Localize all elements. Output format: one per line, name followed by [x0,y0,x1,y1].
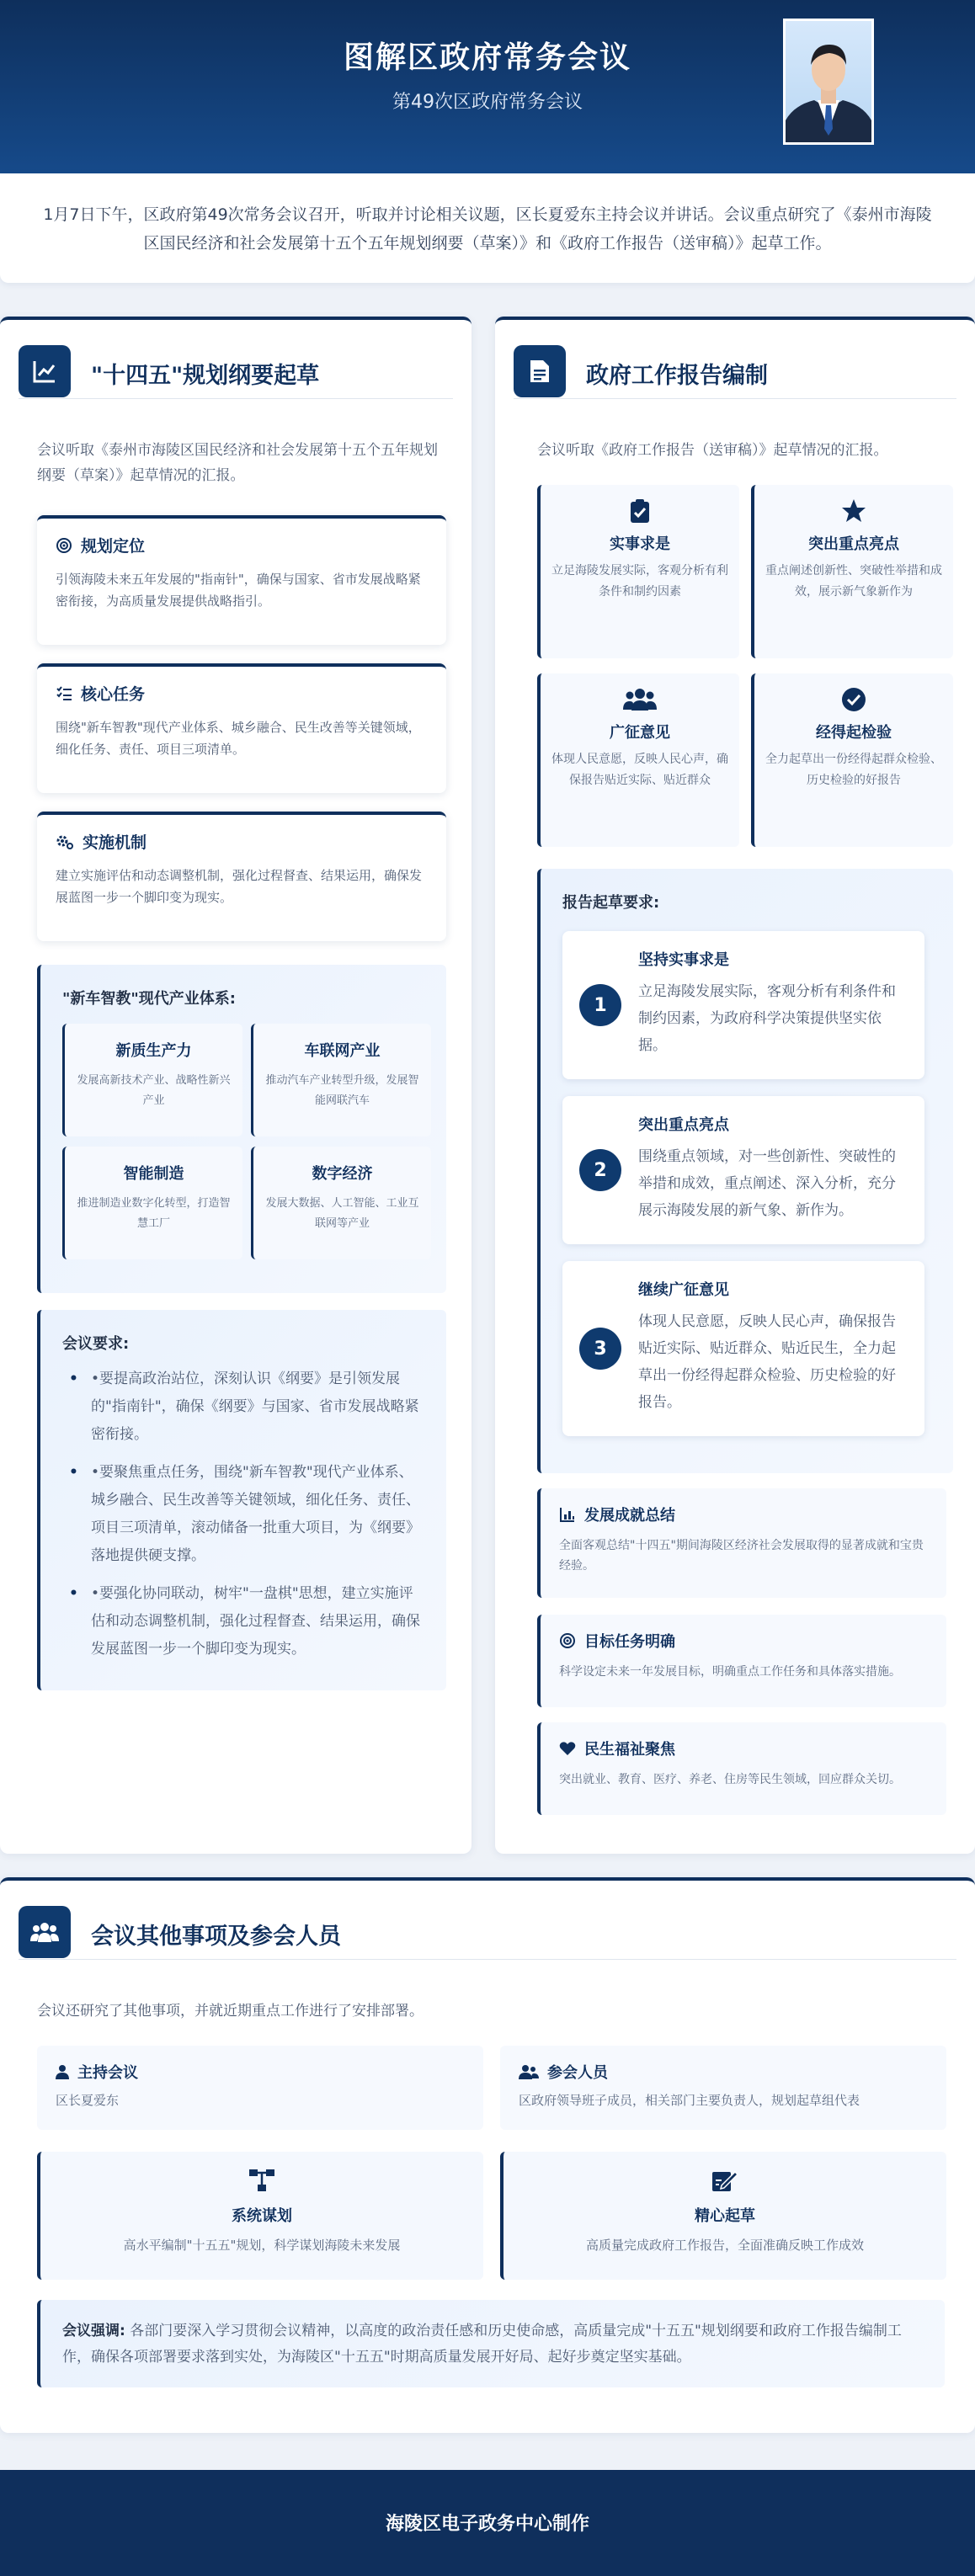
plan-panel-desc: 会议听取《泰州市海陵区国民经济和社会发展第十五个五年规划纲要（草案）》起草情况的汇报。 [37,442,438,484]
heart-icon [559,1741,576,1756]
card-text: 围绕"新车智教"现代产业体系、城乡融合、民生改善等关键领域，细化任务、责任、项目三项清单。 [56,720,421,757]
industry-system-title: "新车智教"现代产业体系: [62,990,236,1008]
card-text: 建立实施评估和动态调整机制，强化过程督查、结果运用，确保发展蓝图一步一个脚印变为现实。 [56,868,423,905]
list-item: • •要提高政治站位，深刻认识《纲要》是引领发展的"指南针"，确保《纲要》与国家、省市发展战略紧密衔接。 [66,1365,426,1449]
industry-item: 数字经济 发展大数据、人工智能、工业互联网等产业 [251,1147,431,1259]
page-footer: 海陵区电子政务中心制作 [0,2470,975,2576]
official-portrait [783,19,874,145]
report-requirements-title: 报告起草要求: [562,894,660,912]
step-number: 2 [579,1149,621,1191]
clipboard-check-icon [551,498,729,524]
users-icon [519,2064,539,2079]
industry-item: 车联网产业 推动汽车产业转型升级，发展智能网联汽车 [251,1024,431,1136]
plan-panel [0,317,472,1854]
requirement-step: 3 继续广征意见 体现人民意愿，反映人民心声，确保报告贴近实际、贴近群众、贴近民生，全力起草出一份经得起群众检验、历史检验的好报告。 [562,1261,924,1436]
card-mechanism [37,812,446,941]
emphasis-text: 各部门要深入学习贯彻会议精神，以高度的政治责任感和历史使命感，高质量完成"十五五"规划纲要和政府工作报告编制工作，确保各项部署要求落到实处，为海陵区"十五五"时期高质量发展开好局、起好步奠定坚实基础。 [62,2323,902,2366]
host-info: 主持会议 区长夏爱东 [37,2046,483,2130]
meeting-requirements-box [37,1310,446,1690]
star-icon [765,498,943,524]
list-icon [56,685,72,702]
industry-item: 智能制造 推进制造业数字化转型，打造智慧工厂 [62,1147,242,1259]
other-matters-header [19,1906,956,1960]
other-matters-desc: 会议还研究了其他事项，并就近期重点工作进行了安排部署。 [37,2003,424,2020]
card-core-tasks [37,663,446,793]
other-matters-title: 会议其他事项及参会人员 [91,1924,341,1950]
feature-card: 经得起检验 全力起草出一份经得起群众检验、历史检验的好报告 [751,673,953,847]
card-title: 实施机制 [83,833,147,852]
meeting-emphasis [37,2300,945,2387]
bullseye-icon [559,1632,576,1649]
user-icon [56,2064,69,2079]
card-title: 核心任务 [81,685,146,704]
feature-card: 实事求是 立足海陵发展实际，客观分析有利条件和制约因素 [537,485,739,658]
bar-chart-icon [559,1506,576,1523]
document-icon [514,345,566,397]
page-header [0,0,975,173]
systematic-planning-box: 系统谋划 高水平编制"十五五"规划，科学谋划海陵未来发展 [37,2152,483,2280]
plan-panel-header [19,345,453,399]
requirements-list [66,1365,426,1674]
check-circle-icon [765,687,943,712]
chart-line-icon [19,345,71,397]
pen-icon [503,2169,946,2192]
page-title: 图解区政府常务会议 [343,40,631,75]
page-subtitle: 第49次区政府常务会议 [392,92,583,113]
users-icon [551,687,729,712]
report-panel-desc: 会议听取《政府工作报告（送审稿）》起草情况的汇报。 [537,442,888,459]
requirement-step: 1 坚持实事求是 立足海陵发展实际，客观分析有利条件和制约因素，为政府科学决策提供坚实依据。 [562,931,924,1079]
card-positioning [37,515,446,645]
network-icon [40,2169,483,2192]
summary-strip: 目标任务明确 科学设定未来一年发展目标，明确重点工作任务和具体落实措施。 [537,1615,946,1707]
summary-strip: 民生福祉聚焦 突出就业、教育、医疗、养老、住房等民生领域，回应群众关切。 [537,1722,946,1815]
list-item: • •要聚焦重点任务，围绕"新车智教"现代产业体系、城乡融合、民生改善等关键领域，细化任务、责任、项目三项清单，滚动储备一批重大项目，为《纲要》落地提供硬支撑。 [66,1459,426,1570]
emphasis-label: 会议强调: [62,2323,125,2339]
group-icon [19,1906,71,1958]
card-text: 引领海陵未来五年发展的"指南针"，确保与国家、省市发展战略紧密衔接，为高质量发展提供战略指引。 [56,572,421,609]
report-panel-header [514,345,956,399]
careful-drafting-box: 精心起草 高质量完成政府工作报告，全面准确反映工作成效 [500,2152,946,2280]
gears-icon [56,833,74,850]
attendees-info: 参会人员 区政府领导班子成员，相关部门主要负责人，规划起草组代表 [500,2046,946,2130]
step-number: 3 [579,1328,621,1370]
summary-strip: 发展成就总结 全面客观总结"十四五"期间海陵区经济社会发展取得的显著成就和宝贵经验。 [537,1488,946,1598]
feature-card: 广征意见 体现人民意愿，反映人民心声，确保报告贴近实际、贴近群众 [537,673,739,847]
list-item: • •要强化协同联动，树牢"一盘棋"思想，建立实施评估和动态调整机制，强化过程督查、结果运用，确保发展蓝图一步一个脚印变为现实。 [66,1580,426,1663]
intro-summary: 1月7日下午，区政府第49次常务会议召开，听取并讨论相关议题，区长夏爱东主持会议并讲话。会议重点研究了《泰州市海陵区国民经济和社会发展第十五个五年规划纲要（草案）》和《政府工作报告（送审稿）》起草工作。 [0,173,975,283]
requirement-step: 2 突出重点亮点 围绕重点领域，对一些创新性、突破性的举措和成效，重点阐述、深入分析，充分展示海陵发展的新气象、新作为。 [562,1096,924,1244]
plan-panel-title: "十四五"规划纲要起草 [91,363,320,389]
industry-system-box [37,965,446,1293]
meeting-requirements-title: 会议要求: [62,1335,130,1353]
card-title: 规划定位 [81,537,146,556]
feature-card: 突出重点亮点 重点阐述创新性、突破性举措和成效，展示新气象新作为 [751,485,953,658]
report-panel-title: 政府工作报告编制 [586,363,768,389]
target-icon [56,537,72,554]
industry-item: 新质生产力 发展高新技术产业、战略性新兴产业 [62,1024,242,1136]
step-number: 1 [579,984,621,1026]
